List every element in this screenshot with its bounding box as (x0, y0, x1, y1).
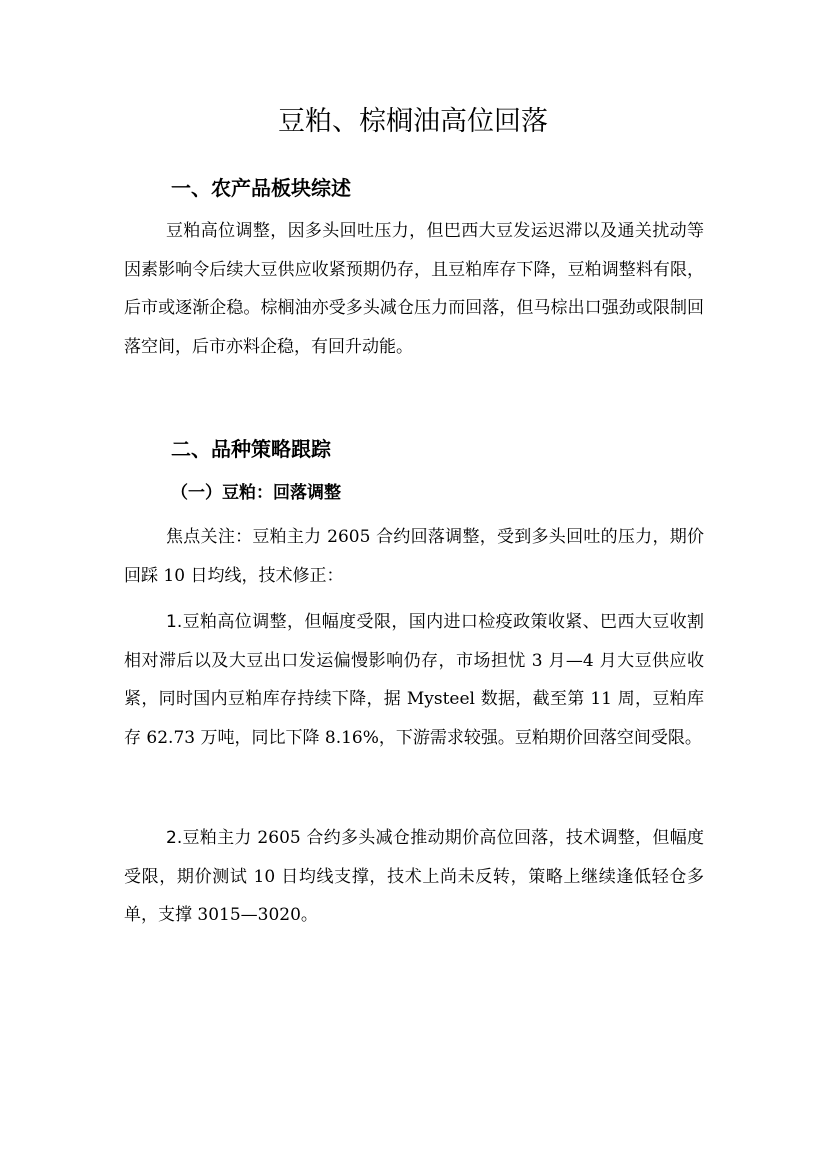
point-2-number: 2. (166, 828, 183, 848)
point-1-paragraph (124, 603, 704, 757)
section-heading-strategy: 二、品种策略跟踪 (171, 437, 331, 461)
overview-paragraph: 豆粕高位调整，因多头回吐压力，但巴西大豆发运迟滞以及通关扰动等因素影响令后续大豆供应收紧预期仍存，且豆粕库存下降，豆粕调整料有限，后市或逐渐企稳。棕榈油亦受多头减仓压力而回落，但马棕出口强劲或限制回落空间，后市亦料企稳，有回升动能。 (124, 221, 704, 357)
section-heading-overview: 一、农产品板块综述 (171, 176, 351, 200)
page-title: 豆粕、棕榈油高位回落 (278, 106, 548, 137)
point-2-paragraph (124, 819, 704, 935)
point-1-text: 豆粕高位调整，但幅度受限，国内进口检疫政策收紧、巴西大豆收割相对滞后以及大豆出口发运偏慢影响仍存，市场担忧 3 月—4 月大豆供应收紧，同时国内豆粕库存持续下降，据 Mysteel 数据，截至第 11 周，豆粕库存 62.73 万吨，同比下降 8.16%，下游需求较强。豆粕期价回落空间受限。 (124, 612, 704, 748)
subsection-heading-soymeal: （一）豆粕：回落调整 (171, 483, 341, 503)
focus-paragraph: 焦点关注：豆粕主力 2605 合约回落调整，受到多头回吐的压力，期价回踩 10 日均线，技术修正： (124, 527, 704, 586)
point-1-number: 1. (166, 612, 183, 632)
point-2-text: 豆粕主力 2605 合约多头减仓推动期价高位回落，技术调整，但幅度受限，期价测试 10 日均线支撑，技术上尚未反转，策略上继续逢低轻仓多单，支撑 3015—3020。 (124, 828, 704, 925)
